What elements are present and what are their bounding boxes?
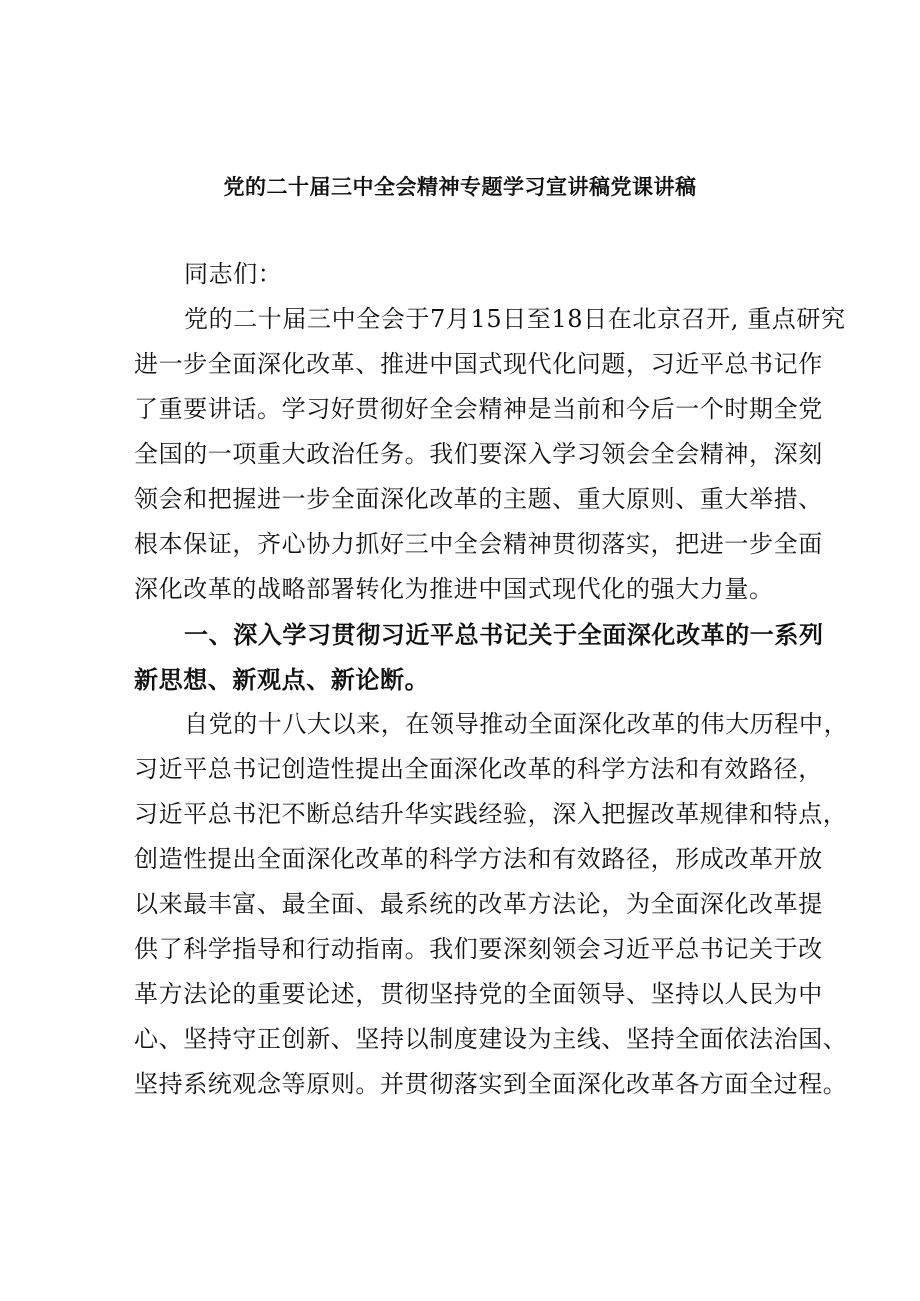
- paragraph-1-line: 了重要讲话。学习好贯彻好全会精神是当前和今后一个时期全党: [134, 395, 823, 423]
- paragraph-2-line: 习近平总书汜不断总结升华实践经验，深入把握改革规律和特点，: [134, 800, 848, 828]
- document-title: 党的二十届三中全会精神专题学习宣讲稿党课讲稿: [223, 174, 697, 199]
- salutation-line: 同志们：: [184, 260, 283, 288]
- paragraph-2-line: 心、坚持守正创新、坚持以制度建设为主线、坚持全面依法治国、: [134, 1025, 848, 1053]
- paragraph-2-line: 以来最丰富、最全面、最系统的改革方法论，为全面深化改革提: [134, 890, 823, 918]
- paragraph-1-line: 根本保证，齐心协力抓好三中全会精神贯彻落实，把进一步全面: [134, 530, 823, 558]
- section-heading-line: 新思想、新观点、新论断。: [134, 665, 430, 694]
- paragraph-1-line: 进一步全面深化改革、推进中国式现代化问题，习近平总书记作: [134, 350, 823, 378]
- paragraph-2-line: 革方法论的重要论述，贯彻坚持党的全面领导、坚持以人民为中: [134, 980, 823, 1008]
- paragraph-1-line: 深化改革的战略部署转化为推进中国式现代化的强大力量。: [134, 575, 774, 603]
- paragraph-2-line: 自党的十八大以来，在领导推动全面深化改革的伟大历程中，: [184, 710, 849, 738]
- paragraph-2-line: 习近平总书记创造性提出全面深化改革的科学方法和有效路径，: [134, 755, 823, 783]
- paragraph-1-line: 全国的一项重大政治任务。我们要深入学习领会全会精神，深刻: [134, 440, 823, 468]
- paragraph-1-line: 领会和把握进一步全面深化改革的主题、重大原则、重大举措、: [134, 485, 823, 513]
- paragraph-2-line: 坚持系统观念等原则。并贯彻落实到全面深化改革各方面全过程。: [134, 1070, 848, 1098]
- paragraph-1-line: 党的二十届三中全会于7月15日至18日在北京召开, 重点研究: [184, 305, 846, 333]
- paragraph-2-line: 创造性提出全面深化改革的科学方法和有效路径，形成改革开放: [134, 845, 823, 873]
- paragraph-2-line: 供了科学指导和行动指南。我们要深刻领会习近平总书记关于改: [134, 935, 823, 963]
- section-heading-line: 一、深入学习贯彻习近平总书记关于全面深化改革的一系列: [184, 620, 824, 649]
- document-body: [134, 252, 849, 1107]
